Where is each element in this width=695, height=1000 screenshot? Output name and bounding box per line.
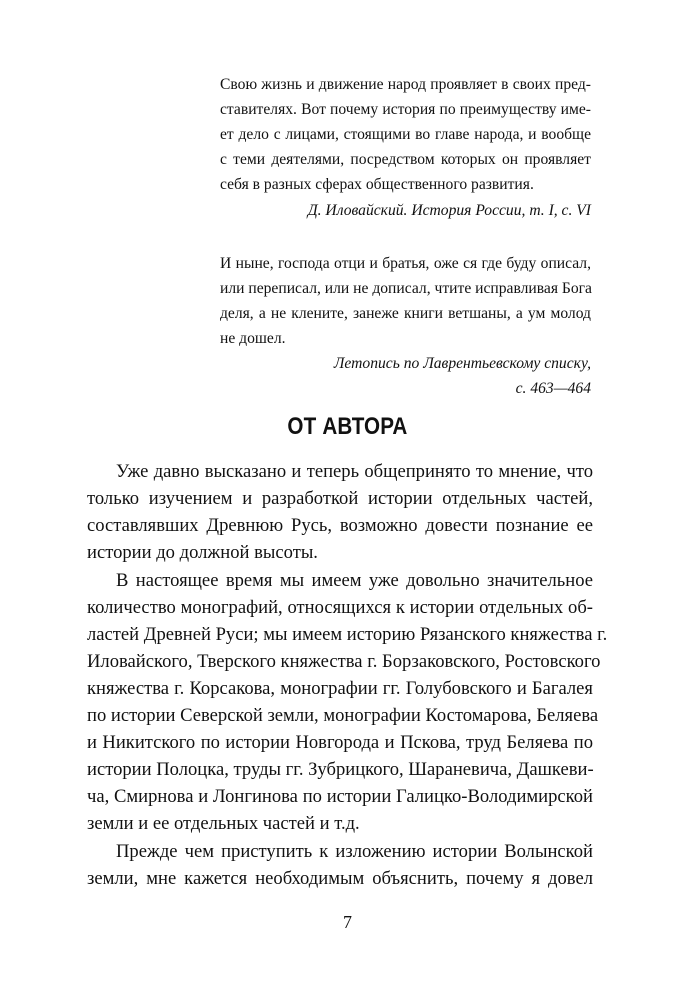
body-line: количество монографий, относящихся к истории отдельных об- <box>87 597 593 618</box>
body-line: по истории Северской земли, монографии Костомарова, Беляева <box>87 705 599 726</box>
epigraph-1-attribution: Д. Иловайский. История России, т. I, с. VI <box>307 202 591 219</box>
body-line: В настоящее время мы имеем уже довольно значительное <box>116 570 593 591</box>
epigraph-1-line: с теми деятелями, посредством которых он проявляет <box>220 151 591 168</box>
epigraph-1-line: ставителях. Вот почему история по преимуществу име- <box>220 101 591 118</box>
epigraph-1-line: себя в разных сферах общественного развития. <box>220 176 534 193</box>
body-line: ластей Древней Руси; мы имеем историю Рязанского княжества г. <box>87 624 608 645</box>
body-line: княжества г. Корсакова, монографии гг. Голубовского и Багалея <box>87 678 593 699</box>
epigraph-2-line: деля, а не клените, занеже книги ветшаны, а ум молод <box>220 305 591 322</box>
epigraph-2-line: И ныне, господа отци и братья, оже ся где буду описал, <box>220 255 591 272</box>
epigraph-2-line: или переписал, или не дописал, чтите исправливая Бога <box>220 280 592 297</box>
body-line: только изучением и разработкой истории отдельных частей, <box>87 488 593 509</box>
body-line: истории до должной высоты. <box>87 542 318 563</box>
epigraph-1-line: ет дело с лицами, стоящими во главе народа, и вообще <box>220 126 591 143</box>
body-line: земли и ее отдельных частей и т.д. <box>87 813 360 834</box>
epigraph-2-attribution: Летопись по Лаврентьевскому списку, <box>333 355 591 372</box>
epigraph-2-attribution: с. 463—464 <box>515 380 591 397</box>
epigraph-1-line: Свою жизнь и движение народ проявляет в своих пред- <box>220 76 591 93</box>
epigraph-2-line: не дошел. <box>220 330 286 347</box>
body-line: составлявших Древнюю Русь, возможно довести познание ее <box>87 515 593 536</box>
body-line: Уже давно высказано и теперь общепринято то мнение, что <box>116 461 593 482</box>
body-line: истории Полоцка, труды гг. Зубрицкого, Шараневича, Дашкеви- <box>87 759 594 780</box>
body-line: ча, Смирнова и Лонгинова по истории Галицко-Володимирской <box>87 786 593 807</box>
body-line: Прежде чем приступить к изложению истории Волынской <box>116 841 593 862</box>
body-line: и Никитского по истории Новгорода и Пскова, труд Беляева по <box>87 732 593 753</box>
body-line: земли, мне кажется необходимым объяснить, почему я довел <box>87 868 593 889</box>
body-line: Иловайского, Тверского княжества г. Борзаковского, Ростовского <box>87 651 601 672</box>
page-number: 7 <box>343 912 352 932</box>
chapter-heading: ОТ АВТОРА <box>287 413 408 440</box>
